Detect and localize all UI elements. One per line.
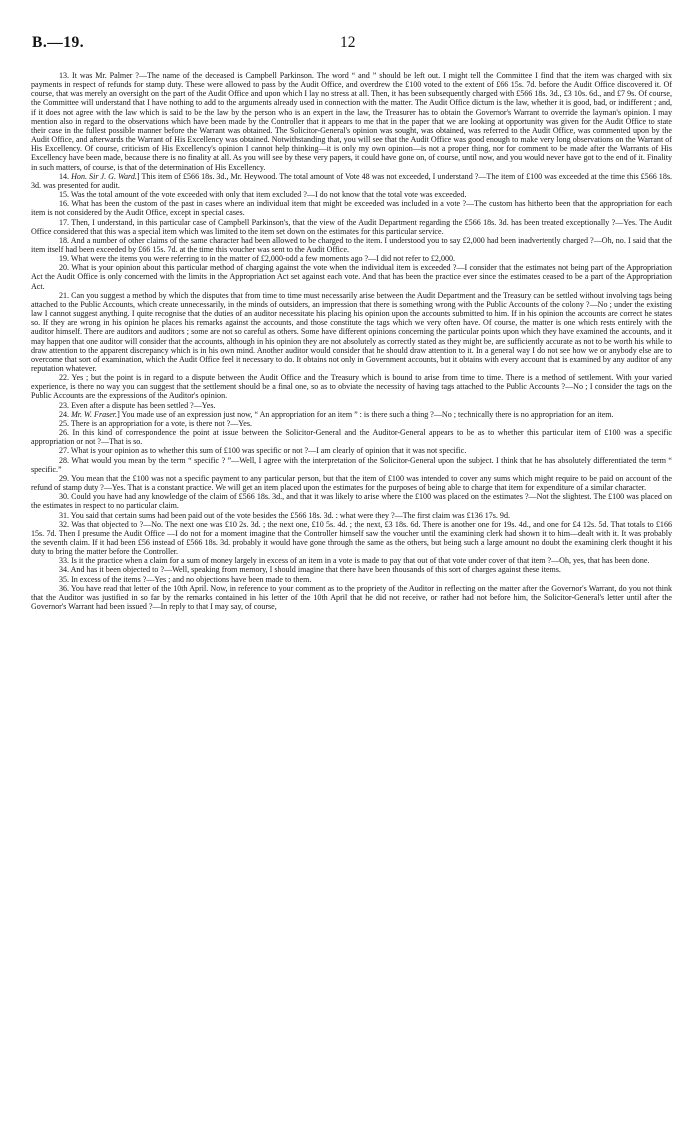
- evidence-paragraph: 13. It was Mr. Palmer ?—The name of the deceased is Campbell Parkinson. The word “ and ” should be left out. I might tell the Committee I find that the item was charged with six payments in respect of refunds for stamp duty. These were allowed to pass by the Audit Office, and overdrew the £100 voted to the extent of £66 15s. 7d. before the Audit Office discovered it. Of course, that was merely an oversight on the part of the Audit Office and upon which I lay no stress at all. Then, it has been subsequently charged with £566 18s. 3d., £3 10s. 6d., and £7 9s. Of course, the Committee will understand that I have nothing to add to the arguments already used in connection with the matter. The Audit Office dictum is the law, whether it is good, bad, or indifferent ; and, if it does not agree with the law which is said to be the law by the person who is an expert in the law, the Treasurer has to obtain the Governor's Warrant to override the layman's opinion. I may mention also in regard to the observations which have been made by the Controller that it appears to me that in the paper that we are looking at opportunity was given for the Audit Office to state their case in the fullest possible manner before the Warrant was obtained. The Solicitor-General's opinion was sought, was obtained, was referred to the Audit Office, was commented upon by the Audit Office, and afterwards the Warrant of His Excellency was obtained. Notwithstanding that, you will see that the Audit Office was good enough to make very long observations on the Warrant of His Excellency. Of course, criticism of His Excellency's opinion I cannot help thinking—it is only my own opinion—is not a proper thing, nor for comment to be made after the Warrants of His Excellency have been made, because there is no finality at all. As you will see by these very papers, it could have gone on, of course, until now, and you would never have got to the end of it. Finality in such matters, of course, is that of the determination of His Excellency.: [31, 71, 672, 172]
- paragraph-text: ] This item of £566 18s. 3d., Mr. Heywood. The total amount of Vote 48 was not exceeded, I understand ?—The item of £100 was exceeded at the time this £566 18s. 3d. was presented for audit.: [31, 171, 672, 190]
- evidence-paragraph: 16. What has been the custom of the past in cases where an individual item that might be exceeded was included in a vote ?—The custom has hitherto been that the appropriation for each item is not considered by the Audit Office, except in special cases.: [31, 199, 672, 218]
- parliamentary-paper-id: B.—19.: [32, 34, 85, 51]
- question-number: 14.: [59, 171, 72, 181]
- evidence-paragraph: 27. What is your opinion as to whether this sum of £100 was specific or not ?—I am clearly of opinion that it was not specific.: [59, 446, 467, 456]
- evidence-paragraph: [31, 172, 672, 190]
- evidence-paragraph: 21. Can you suggest a method by which the disputes that from time to time must necessarily arise between the Audit Department and the Treasury can be settled without involving tags being attached to the Public Accounts, which create unnecessarily, in the minds of outsiders, an impression that there is something wrong with the Public Accounts of the colony ?—No ; under the existing law I cannot suggest anything. I quite recognise that the duties of an auditor necessitate his placing his opinion upon the accounts submitted to him. If in his opinion the accounts are correct he states so. If they are wrong in his opinion he places his remarks against the accounts, and those constitute the tags which we very often have. Of course, the matter is one which rests entirely with the auditor himself. There are auditors and auditors ; some are not so careful as others. Some have different opinions concerning the particular points upon which they have examined the accounts, and it may happen that one auditor will consider that the accounts, although in his opinion they are not absolutely as correctly stated as they might be, are sufficiently accurate as not to be worth his while to draw attention to the apparent discrepancy which is in his own mind. Another auditor would consider that he should draw attention to it. In a general way I do not see how we or anybody else are to overcome that sort of examination, which the Audit Office feel it necessary to do. It obtains not only in Government accounts, but it obtains with every account that is examined by any auditor of any reputation whatever.: [31, 290, 672, 373]
- evidence-paragraph: 35. In excess of the items ?—Yes ; and no objections have been made to them.: [59, 574, 312, 584]
- evidence-paragraph: 23. Even after a dispute has been settled ?—Yes.: [59, 400, 216, 410]
- evidence-paragraph: 33. Is it the practice when a claim for a sum of money largely in excess of an item in a vote is made to pay that out of that vote under cover of that item ?—Oh, yes, that has been done.: [59, 556, 650, 566]
- speaker-name: Mr. W. Fraser.: [71, 409, 118, 419]
- question-number: 24.: [59, 409, 72, 419]
- evidence-paragraph: 32. Was that objected to ?—No. The next one was £10 2s. 3d. ; the next one, £10 5s. 4d. ; the next, £3 18s. 6d. There is another one for 19s. 4d., and one for £4 12s. 5d. That totals to £166 15s. 7d. Then I presume the Audit Office —I do not for a moment imagine that the Controller himself saw the voucher until the examining clerk had shown it to him—dealt with it. It was probably the seventh claim. If it had been £56 instead of £566 18s. 3d. probably it would have gone through the same as the others, but being such a large amount no doubt the examining clerk thought it his duty to bring the matter before the Controller.: [31, 519, 672, 557]
- page-header: [32, 34, 672, 54]
- evidence-paragraph: 29. You mean that the £100 was not a specific payment to any particular person, but that the item of £100 was intended to cover any sums which might require to be paid on account of the refund of stamp duty ?—Yes. That is a constant practice. We will get an item placed upon the estimates for the purposes of being able to charge that item for expenditure of a similar character.: [31, 473, 672, 493]
- evidence-paragraph: 34. And has it been objected to ?—Well, speaking from memory, I should imagine that there have been thousands of this sort of charges against these items.: [59, 565, 561, 575]
- evidence-paragraph: 26. In this kind of correspondence the point at issue between the Solicitor-General and the Auditor-General appears to be as to whether this particular item of £100 was a specific appropriation or not ?—That is so.: [31, 428, 672, 447]
- evidence-paragraph: 19. What were the items you were referring to in the matter of £2,000-odd a few moments ago ?—I did not refer to £2,000.: [59, 254, 456, 264]
- evidence-paragraph: 28. What would you mean by the term “ specific ? ”—Well, I agree with the interpretation of the Solicitor-General upon the subject. I think that he has absolutely differentiated the term “ specific.”: [31, 455, 672, 474]
- evidence-paragraph: 20. What is your opinion about this particular method of charging against the vote when the individual item is exceeded ?—I consider that the estimates not being part of the Appropriation Act the Audit Office is only concerned with the limits in the Appropriation Act set against each vote. And that has been the practice ever since the estimates ceased to be a part of the Appropriation Act.: [31, 263, 672, 291]
- evidence-paragraph: 15. Was the total amount of the vote exceeded with only that item excluded ?—I do not know that the total vote was exceeded.: [59, 190, 467, 200]
- evidence-paragraph: [31, 410, 672, 419]
- evidence-paragraph: 36. You have read that letter of the 10th April. Now, in reference to your comment as to the propriety of the Auditor in reflecting on the matter after the Governor's Warrant, do you not think that the Auditor was justified in so far by the remarks contained in his letter of the 10th April that he did not receive, or rather had not before him, the Solicitor-General's letter until after the Governor's Warrant had been issued ?—In reply to that I may say, of course,: [31, 583, 672, 612]
- evidence-paragraph: 18. And a number of other claims of the same character had been allowed to be charged to the item. I understood you to say £2,000 had been inadvertently charged ?—Oh, no. I said that the item itself had been exceeded by £66 15s. 7d. at the time this voucher was sent to the Audit Office.: [31, 235, 672, 254]
- evidence-paragraph: 30. Could you have had any knowledge of the claim of £566 18s. 3d., and that it was likely to arise where the £100 was placed on the estimates ?—Not the slightest. The £100 was placed on the estimates in respect to no particular claim.: [31, 492, 672, 511]
- evidence-paragraph: 31. You said that certain sums had been paid out of the vote besides the £566 18s. 3d. : what were they ?—The first claim was £136 17s. 9d.: [59, 510, 510, 520]
- evidence-paragraph: 22. Yes ; but the point is in regard to a dispute between the Audit Office and the Treasury which is bound to arise from time to time. There is a method of settlement. With your varied experience, is there no way you can suggest that the settlement should be a final one, so as to obviate the necessity of having tags attached to the Public Accounts ?—No ; I consider the tags on the Public Accounts are the expressions of the Auditor's opinion.: [31, 373, 672, 401]
- page-number: 12: [340, 34, 356, 51]
- evidence-paragraph: 17. Then, I understand, in this particular case of Campbell Parkinson's, that the view of the Audit Department regarding the £566 18s. 3d. has been treated exceptionally ?—Yes. The Audit Office considered that this was a special item which was limited to the item set down on the estimates for this particular service.: [31, 217, 672, 236]
- speaker-name: Hon. Sir J. G. Ward.: [71, 171, 137, 181]
- evidence-paragraph: 25. There is an appropriation for a vote, is there not ?—Yes.: [59, 418, 253, 428]
- evidence-text-body: [31, 71, 672, 611]
- paragraph-text: ] You made use of an expression just now, “ An appropriation for an item ” : is there such a thing ?—No ; technically there is no appropriation for an item.: [117, 409, 614, 419]
